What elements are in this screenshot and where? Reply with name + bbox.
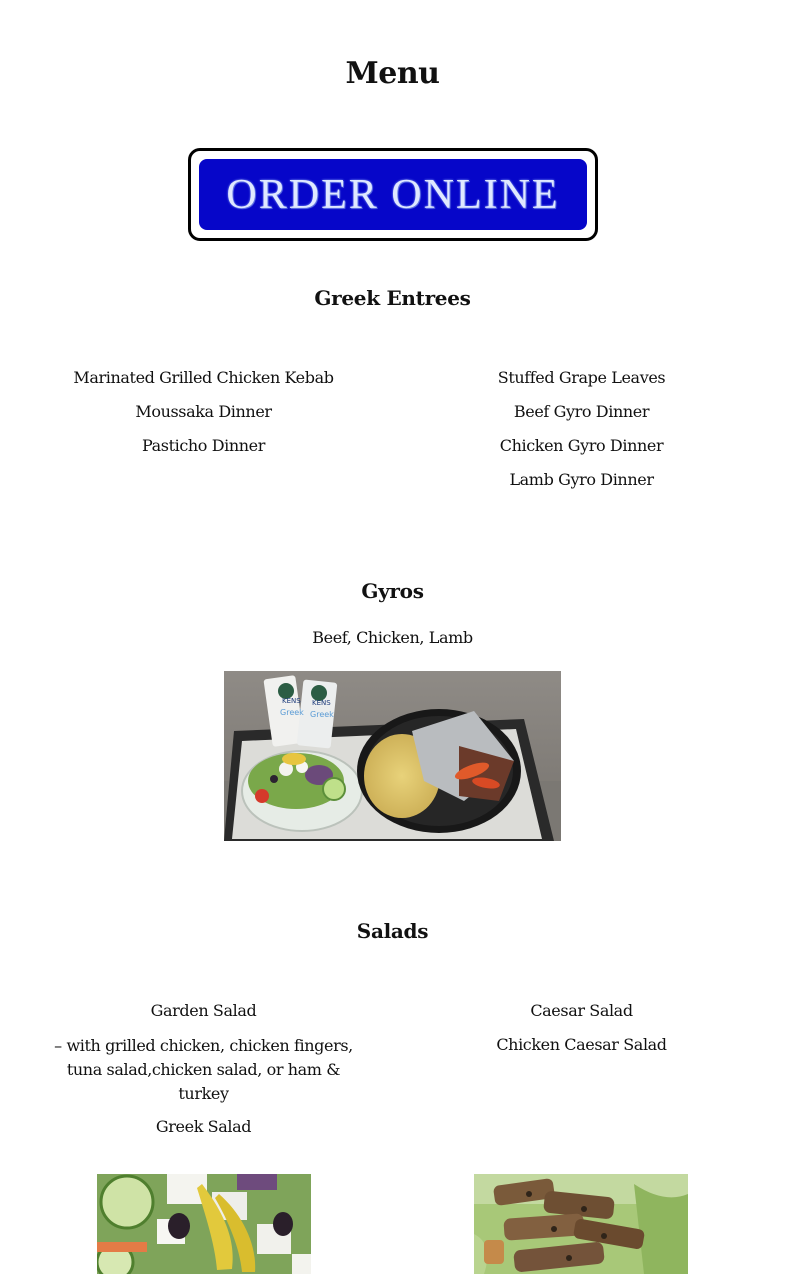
dressing-packet-brand: KENS xyxy=(312,699,331,707)
gyros-heading: Gyros xyxy=(361,579,424,603)
greek-salad-photo xyxy=(97,1174,311,1274)
menu-item: Marinated Grilled Chicken Kebab xyxy=(73,368,334,387)
gyros-photo xyxy=(224,671,561,841)
menu-item: Chicken Caesar Salad xyxy=(496,1035,667,1054)
order-online-button[interactable] xyxy=(188,148,598,241)
order-online-label[interactable]: ORDER ONLINE xyxy=(226,171,560,218)
menu-item: Pasticho Dinner xyxy=(141,436,265,455)
greek-entrees-heading: Greek Entrees xyxy=(314,286,471,310)
chicken-caesar-salad-photo xyxy=(474,1174,688,1274)
dressing-packet-flavor: Greek xyxy=(280,708,304,717)
salads-left-list xyxy=(40,1000,367,1150)
greek-entrees-left-list xyxy=(40,367,367,469)
menu-item: Lamb Gyro Dinner xyxy=(509,470,654,489)
dressing-packet-flavor: Greek xyxy=(310,710,334,719)
menu-item: Beef Gyro Dinner xyxy=(513,402,650,421)
gyros-subtitle: Beef, Chicken, Lamb xyxy=(312,628,473,647)
menu-item: Garden Salad xyxy=(150,1001,257,1020)
menu-item: Caesar Salad xyxy=(530,1001,633,1020)
salads-right-list xyxy=(418,1000,745,1068)
greek-entrees-right-list xyxy=(418,367,745,503)
menu-item-note: – with grilled chicken, chicken fingers, tuna salad,chicken salad, or ham & turkey xyxy=(54,1036,353,1103)
menu-item: Greek Salad xyxy=(155,1117,252,1136)
menu-item: Stuffed Grape Leaves xyxy=(497,368,666,387)
order-online-button-face[interactable] xyxy=(199,159,587,230)
menu-item: Moussaka Dinner xyxy=(135,402,272,421)
page-title: Menu xyxy=(345,56,440,91)
salads-heading: Salads xyxy=(356,919,429,943)
dressing-packet-brand: KENS xyxy=(282,697,301,705)
menu-item: Chicken Gyro Dinner xyxy=(499,436,664,455)
